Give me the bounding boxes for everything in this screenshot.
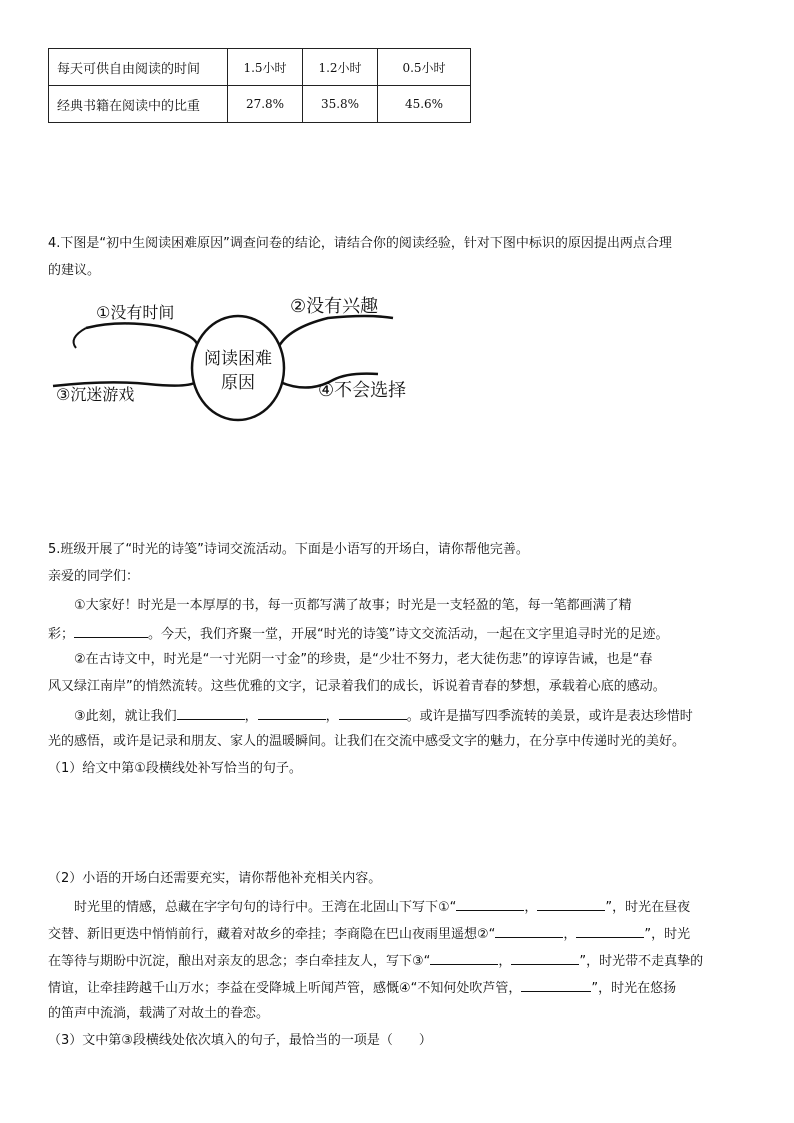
answer-blank[interactable] xyxy=(177,705,245,720)
answer-blank[interactable] xyxy=(576,923,644,938)
answer-blank[interactable] xyxy=(74,623,148,638)
q5-paragraph2-line2: 风又绿江南岸”的悄然流转。这些优雅的文字，记录着我们的成长，诉说着青春的梦想，承载着心底的感动。 xyxy=(48,679,666,694)
mindmap-reason-3: ③沉迷游戏 xyxy=(56,385,135,404)
reading-stats-table xyxy=(48,48,471,123)
table-cell: 27.8% xyxy=(228,86,303,123)
answer-blank[interactable] xyxy=(258,705,326,720)
q5-sub-question-3: （3）文中第③段横线处依次填入的句子，最恰当的一项是（ ） xyxy=(48,1033,432,1048)
answer-blank[interactable] xyxy=(511,950,579,965)
mindmap-center-label: 原因 xyxy=(221,373,255,393)
table-row-label: 经典书籍在阅读中的比重 xyxy=(49,86,228,123)
answer-blank[interactable] xyxy=(521,977,591,992)
reading-difficulty-mindmap xyxy=(48,288,428,422)
q5-sub-question-2: （2）小语的开场白还需要充实，请你帮他补充相关内容。 xyxy=(48,871,382,886)
table-cell: 1.5小时 xyxy=(228,49,303,86)
table-cell: 45.6% xyxy=(378,86,471,123)
text-fragment: ③此刻，就让我们 xyxy=(74,709,177,724)
q5-sub2-line3 xyxy=(48,950,703,972)
q5-sub2-line4 xyxy=(48,977,676,999)
q4-prompt-line1: 4.下图是“初中生阅读困难原因”调查问卷的结论，请结合你的阅读经验，针对下图中标识的原因提出两点合理 xyxy=(48,236,672,251)
mindmap-reason-1: ①没有时间 xyxy=(96,303,175,322)
text-fragment: 彩； xyxy=(48,627,75,642)
answer-blank[interactable] xyxy=(495,923,563,938)
table-cell: 1.2小时 xyxy=(303,49,378,86)
table-row xyxy=(49,49,471,86)
text-fragment: 时光里的情感，总藏在字字句句的诗行中。王湾在北固山下写下①“ xyxy=(74,900,457,915)
text-fragment: ， xyxy=(498,954,512,969)
q5-greeting: 亲爱的同学们： xyxy=(48,569,140,584)
q5-sub2-line2 xyxy=(48,923,690,945)
text-fragment: ”，时光在昼夜 xyxy=(605,900,691,915)
q5-paragraph3-line2: 光的感悟，或许是记录和朋友、家人的温暖瞬间。让我们在交流中感受文字的魅力，在分享中传递时光的美好。 xyxy=(48,734,686,749)
text-fragment: ”，时光带不走真挚的 xyxy=(579,954,704,969)
text-fragment: 情谊，让牵挂跨越千山万水；李益在受降城上听闻芦管，感慨④“不知何处吹芦管， xyxy=(48,981,522,996)
mindmap-branch xyxy=(86,323,198,348)
table-cell: 0.5小时 xyxy=(378,49,471,86)
text-fragment: 。今天，我们齐聚一堂，开展“时光的诗笺”诗文交流活动，一起在文字里追寻时光的足迹。 xyxy=(148,627,669,642)
answer-blank[interactable] xyxy=(339,705,407,720)
table-row-label: 每天可供自由阅读的时间 xyxy=(49,49,228,86)
table-cell: 35.8% xyxy=(303,86,378,123)
mindmap-reason-2: ②没有兴趣 xyxy=(290,296,379,317)
answer-blank[interactable] xyxy=(430,950,498,965)
mindmap-reason-4: ④不会选择 xyxy=(318,380,407,401)
q5-paragraph1-line2 xyxy=(48,623,669,645)
q5-paragraph3-line1 xyxy=(74,705,693,727)
q4-prompt-line2: 的建议。 xyxy=(48,263,101,278)
q5-sub2-line1 xyxy=(74,896,690,918)
mindmap-center-label: 阅读困难 xyxy=(204,349,272,369)
text-fragment: ”，时光在悠扬 xyxy=(591,981,677,996)
text-fragment: 交替、新旧更迭中悄悄前行，藏着对故乡的牵挂；李商隐在巴山夜雨里遥想②“ xyxy=(48,927,496,942)
mindmap-branch xyxy=(74,328,86,348)
answer-blank[interactable] xyxy=(537,896,605,911)
text-fragment: ， xyxy=(563,927,577,942)
mindmap-branch xyxy=(278,316,393,348)
table-row xyxy=(49,86,471,123)
text-fragment: 在等待与期盼中沉淀，酿出对亲友的思念；李白牵挂友人，写下③“ xyxy=(48,954,431,969)
q5-paragraph2-line1: ②在古诗文中，时光是“一寸光阴一寸金”的珍贵，是“少壮不努力，老大徒伤悲”的谆谆告诫，也是“春 xyxy=(74,652,653,667)
text-fragment: ， xyxy=(524,900,538,915)
text-fragment: 。或许是描写四季流转的美景，或许是表达珍惜时 xyxy=(406,709,693,724)
q5-sub2-line5: 的笛声中流淌，载满了对故土的眷恋。 xyxy=(48,1006,270,1021)
text-fragment: ， xyxy=(244,709,258,724)
q5-sub-question-1: （1）给文中第①段横线处补写恰当的句子。 xyxy=(48,761,302,776)
q5-paragraph1-line1: ①大家好！时光是一本厚厚的书，每一页都写满了故事；时光是一支轻盈的笔，每一笔都画满了精 xyxy=(74,598,632,613)
q5-intro: 5.班级开展了“时光的诗笺”诗词交流活动。下面是小语写的开场白，请你帮他完善。 xyxy=(48,542,529,557)
answer-blank[interactable] xyxy=(456,896,524,911)
text-fragment: ， xyxy=(325,709,339,724)
text-fragment: ”，时光 xyxy=(644,927,691,942)
